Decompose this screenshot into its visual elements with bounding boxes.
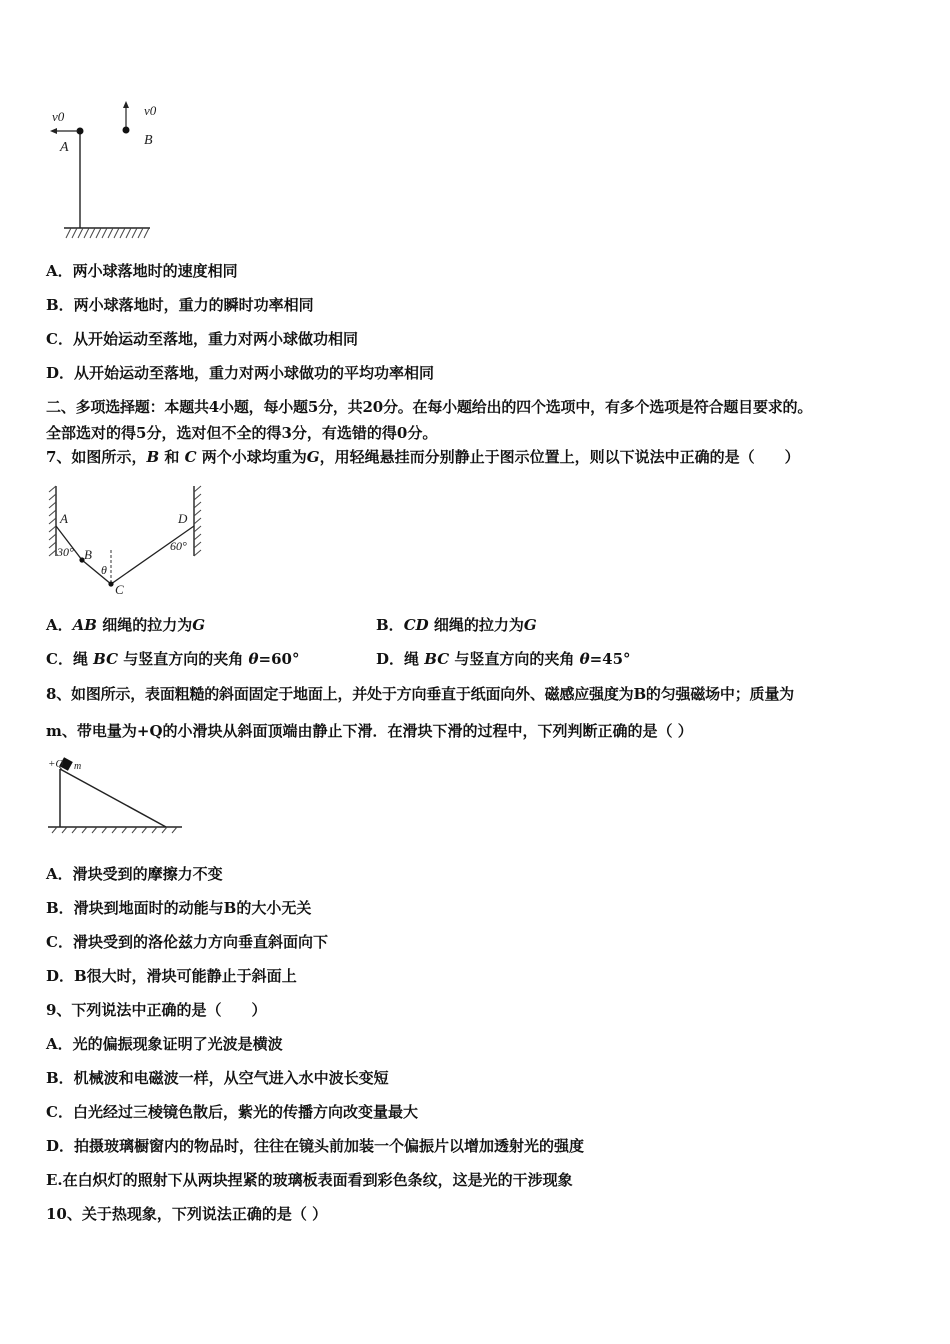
rope-theta: θ bbox=[101, 563, 107, 577]
q7-option-a-text: 细绳的拉力为 bbox=[96, 616, 193, 634]
q8-option-a: A．滑块受到的摩擦力不变 bbox=[46, 865, 223, 883]
q8-stem-line1: 8、如图所示，表面粗糙的斜面固定于地面上，并处于方向垂直于纸面向外、磁感应强度为B的匀强磁场中；质量为 bbox=[46, 685, 794, 703]
q7-option-c bbox=[46, 649, 300, 669]
q6-option-d: D．从开始运动至落地，重力对两小球做功的平均功率相同 bbox=[46, 364, 435, 382]
label-b: B bbox=[144, 133, 153, 148]
q7-option-b-seg: CD bbox=[403, 616, 429, 634]
q6-option-a: A．两小球落地时的速度相同 bbox=[46, 262, 238, 280]
q7-option-b-prefix: B． bbox=[376, 616, 404, 634]
rope-label-c: C bbox=[115, 582, 124, 597]
q9-option-c: C．白光经过三棱镜色散后，紫光的传播方向改变量最大 bbox=[46, 1103, 418, 1121]
q9-option-a: A．光的偏振现象证明了光波是横波 bbox=[46, 1035, 283, 1053]
q7-stem-suffix: ，用轻绳悬挂而分别静止于图示位置上，则以下说法中正确的是（ ） bbox=[319, 448, 800, 466]
q9-option-b: B．机械波和电磁波一样，从空气进入水中波长变短 bbox=[46, 1069, 389, 1087]
q7-option-b-g: G bbox=[523, 616, 537, 634]
q7-stem-mid: 两个小球均重为 bbox=[196, 448, 307, 466]
q7-option-d bbox=[376, 649, 631, 669]
q7-option-b bbox=[376, 615, 537, 635]
q7-option-d-text: 与竖直方向的夹角 bbox=[449, 650, 580, 668]
q8-option-c: C．滑块受到的洛伦兹力方向垂直斜面向下 bbox=[46, 933, 328, 951]
figure-ropes bbox=[44, 484, 214, 599]
q6-option-b: B．两小球落地时，重力的瞬时功率相同 bbox=[46, 296, 314, 314]
q7-stem bbox=[46, 447, 800, 467]
label-v0-left: v0 bbox=[52, 109, 65, 124]
q7-option-c-prefix: C．绳 bbox=[46, 650, 94, 668]
q7-option-a-g: G bbox=[192, 616, 206, 634]
q8-option-d: D．B很大时，滑块可能静止于斜面上 bbox=[46, 967, 297, 985]
q7-option-a-seg: AB bbox=[72, 616, 97, 634]
rope-label-b: B bbox=[84, 547, 92, 562]
q9-option-e: E.在白炽灯的照射下从两块捏紧的玻璃板表面看到彩色条纹，这是光的干涉现象 bbox=[46, 1171, 573, 1189]
q7-option-d-seg: BC bbox=[424, 650, 450, 668]
rope-angle-d: 60° bbox=[170, 539, 187, 553]
q7-option-d-value: =45° bbox=[589, 650, 631, 668]
ball-b bbox=[123, 127, 130, 134]
q7-option-b-text: 细绳的拉力为 bbox=[428, 616, 524, 634]
section-heading-line1: 二、多项选择题：本题共4小题，每小题5分，共20分。在每小题给出的四个选项中，有多个选项是符合题目要求的。 bbox=[46, 398, 813, 416]
q9-stem: 9、下列说法中正确的是（ ） bbox=[46, 1001, 267, 1019]
q7-stem-g: G bbox=[306, 448, 320, 466]
figure-incline bbox=[44, 755, 189, 840]
q7-stem-c: C bbox=[184, 448, 197, 466]
rope-label-d: D bbox=[178, 511, 188, 526]
q7-option-c-seg: BC bbox=[93, 650, 119, 668]
q7-option-d-prefix: D．绳 bbox=[376, 650, 425, 668]
rope-label-a: A bbox=[60, 511, 68, 526]
q8-option-b: B．滑块到地面时的动能与B的大小无关 bbox=[46, 899, 312, 917]
q7-option-c-value: =60° bbox=[258, 650, 300, 668]
q7-stem-b: B bbox=[146, 448, 160, 466]
q7-option-d-theta: θ bbox=[579, 650, 590, 668]
q7-option-c-theta: θ bbox=[248, 650, 259, 668]
incline-mass: m bbox=[74, 761, 82, 772]
q6-option-c: C．从开始运动至落地，重力对两小球做功相同 bbox=[46, 330, 358, 348]
q7-option-a bbox=[46, 615, 205, 635]
q8-stem-line2: m、带电量为+Q的小滑块从斜面顶端由静止下滑．在滑块下滑的过程中，下列判断正确的是（ ） bbox=[46, 722, 693, 740]
q7-stem-prefix: 7、如图所示， bbox=[46, 448, 147, 466]
q10-stem: 10、关于热现象，下列说法正确的是（ ） bbox=[46, 1205, 328, 1223]
label-a: A bbox=[60, 140, 69, 155]
rope-angle-a: 30° bbox=[57, 545, 74, 559]
label-v0-up: v0 bbox=[144, 103, 157, 118]
q9-option-d: D．拍摄玻璃橱窗内的物品时，往往在镜头前加装一个偏振片以增加透射光的强度 bbox=[46, 1137, 585, 1155]
section-heading-line2: 全部选对的得5分，选对但不全的得3分，有选错的得0分。 bbox=[46, 424, 438, 442]
q7-option-a-prefix: A． bbox=[46, 616, 73, 634]
q7-stem-and: 和 bbox=[159, 448, 185, 466]
figure-projectile bbox=[40, 95, 170, 245]
q7-option-c-text: 与竖直方向的夹角 bbox=[118, 650, 249, 668]
incline-charge: +Q bbox=[48, 758, 64, 770]
